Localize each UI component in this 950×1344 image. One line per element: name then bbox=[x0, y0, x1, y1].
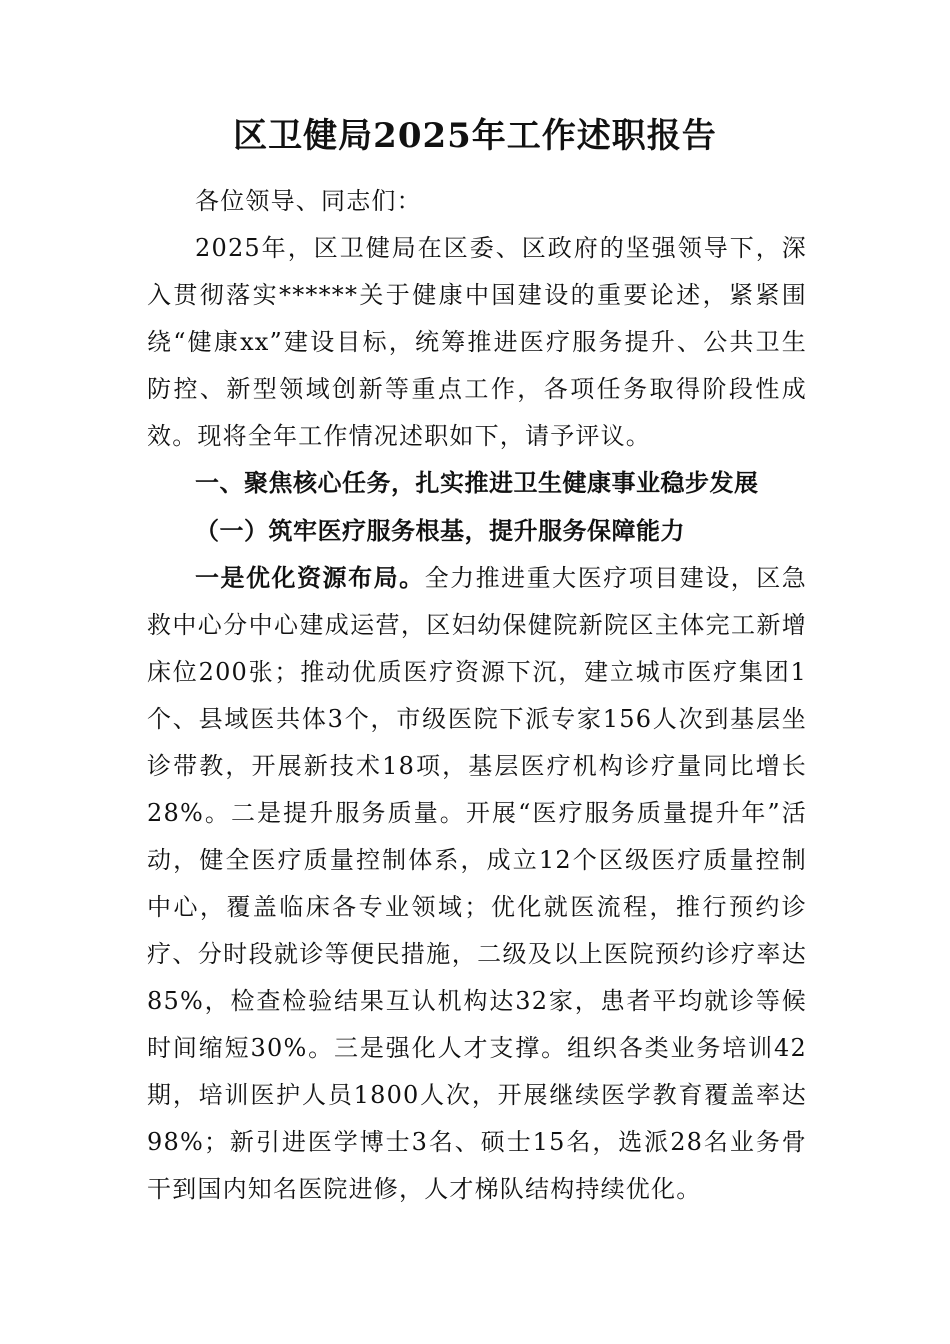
document-title: 区卫健局2025年工作述职报告 bbox=[233, 116, 717, 156]
section-heading-1: 一、聚焦核心任务，扎实推进卫生健康事业稳步发展 bbox=[195, 469, 759, 497]
paragraph-lead: 一是优化资源布局。 bbox=[195, 563, 425, 592]
paragraph-text: 全力推进重大医疗项目建设，区急救中心分中心建成运营，区妇幼保健院新院区主体完工新增床位200张；推动优质医疗资源下沉，建立城市医疗集团1个、县域医共体3个，市级医院下派专家156人次到基层坐诊带教，开展新技术18项，基层医疗机构诊疗量同比增长28%。二是提升服务质量。开展“医疗服务质量提升年”活动，健全医疗质量控制体系，成立12个区级医疗质量控制中心，覆盖临床各专业领域；优化就医流程，推行预约诊疗、分时段就诊等便民措施，二级及以上医院预约诊疗率达85%，检查检验结果互认机构达32家，患者平均就诊等候时间缩短30%。三是强化人才支撑。组织各类业务培训42期，培训医护人员1800人次，开展继续医学教育覆盖率达98%；新引进医学博士3名、硕士15名，选派28名业务骨干到国内知名医院进修，人才梯队结构持续优化。 bbox=[147, 564, 807, 1203]
intro-paragraph: 2025年，区卫健局在区委、区政府的坚强领导下，深入贯彻落实******关于健康中国建设的重要论述，紧紧围绕“健康xx”建设目标，统筹推进医疗服务提升、公共卫生防控、新型领域创新等重点工作，各项任务取得阶段性成效。现将全年工作情况述职如下，请予评议。 bbox=[147, 234, 807, 450]
body-paragraph-1 bbox=[147, 554, 807, 1213]
subsection-heading-1: （一）筑牢医疗服务根基，提升服务保障能力 bbox=[195, 516, 685, 545]
document-body bbox=[147, 178, 807, 1213]
salutation: 各位领导、同志们： bbox=[195, 187, 422, 215]
